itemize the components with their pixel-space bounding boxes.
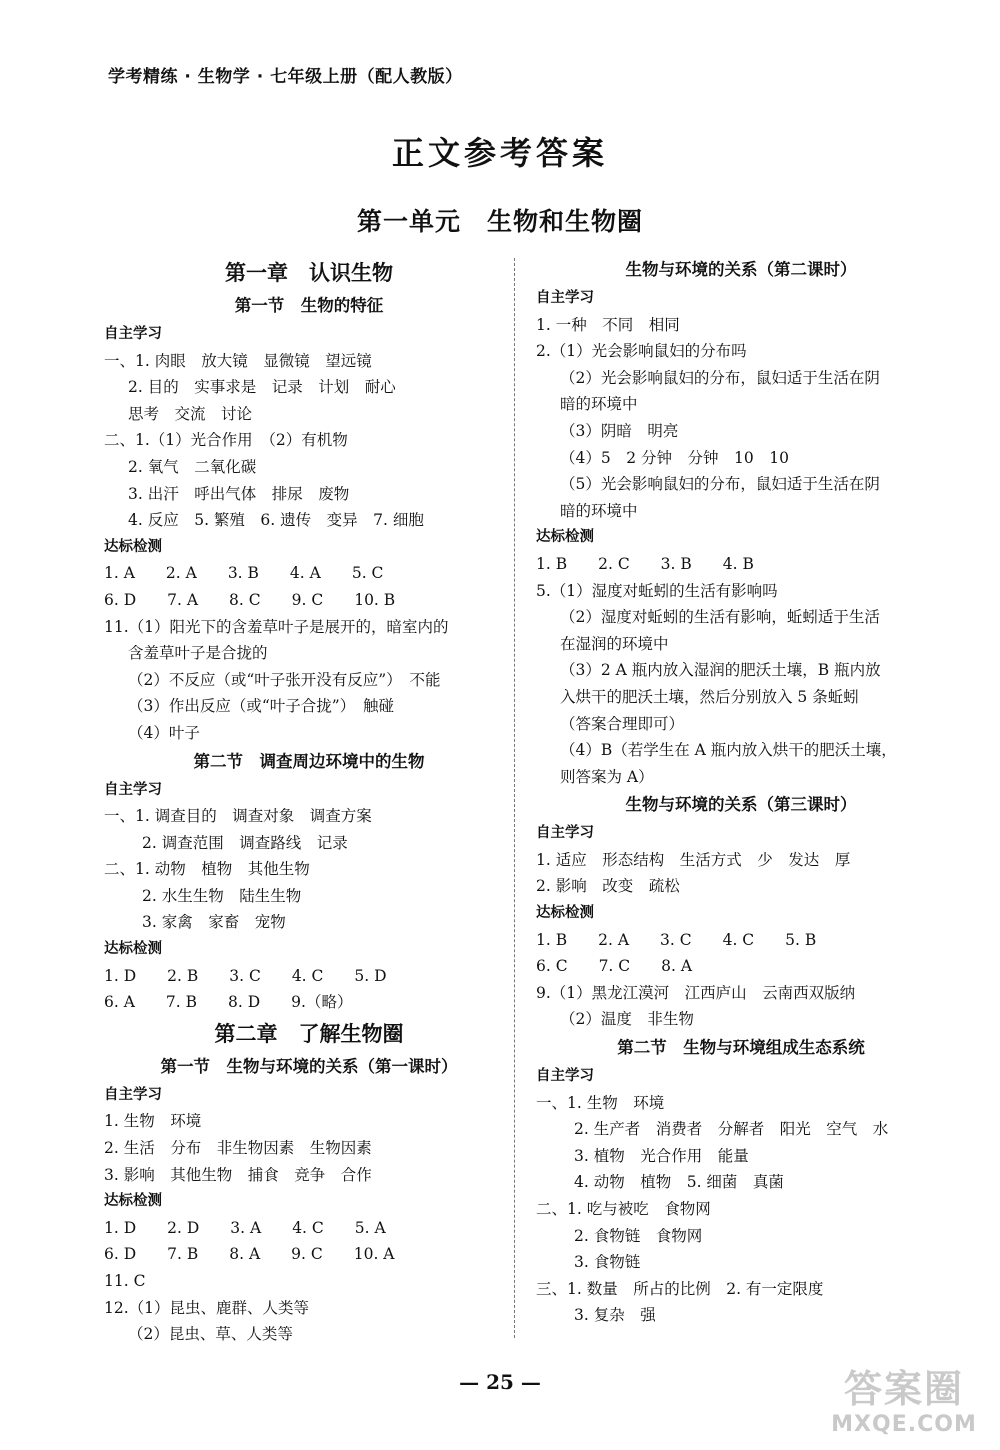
answer-line: 2. 生活 分布 非生物因素 生物因素: [104, 1139, 372, 1158]
subheading-self-study: 自主学习: [536, 825, 594, 842]
answer-line: 2. 影响 改变 疏松: [536, 877, 680, 896]
answer-line: 2.（1）光会影响鼠妇的分布吗: [536, 342, 747, 361]
page-title: 正文参考答案: [391, 134, 608, 172]
answer-line: 1. A 2. A 3. B 4. A 5. C: [104, 564, 384, 583]
answer-line: 3. 复杂 强: [574, 1306, 656, 1325]
answer-line: 3. 家禽 家畜 宠物: [142, 913, 286, 932]
answer-line: 在湿润的环境中: [560, 634, 669, 653]
answer-line: 4. 反应 5. 繁殖 6. 遗传 变异 7. 细胞: [128, 511, 424, 530]
answer-line: 一、1. 生物 环境: [536, 1093, 665, 1112]
subheading-test: 达标检测: [104, 1193, 162, 1210]
answer-line: 1. 一种 不同 相同: [536, 315, 680, 334]
left-column: [104, 255, 514, 1348]
subheading-test: 达标检测: [536, 905, 594, 922]
section-heading: 第二节 生物与环境组成生态系统: [617, 1038, 865, 1058]
column-divider: [514, 258, 515, 1338]
section-heading: 第一节 生物的特征: [234, 296, 384, 315]
page-number: — 25 —: [459, 1370, 541, 1394]
answer-line: 2. 调查范围 调查路线 记录: [142, 833, 348, 852]
answer-line: 一、1. 肉眼 放大镜 显微镜 望远镜: [104, 351, 372, 370]
answer-line: （5）光会影响鼠妇的分布，鼠妇适于生活在阴: [560, 475, 880, 494]
answer-line: 4. 动物 植物 5. 细菌 真菌: [574, 1173, 784, 1192]
answer-line: 1. D 2. D 3. A 4. C 5. A: [104, 1218, 386, 1237]
chapter-heading: 第一章 认识生物: [225, 260, 393, 285]
answer-line: （4）B（若学生在 A 瓶内放入烘干的肥沃土壤，: [560, 741, 897, 760]
answer-line: 3. 植物 光合作用 能量: [574, 1146, 749, 1165]
subheading-self-study: 自主学习: [104, 326, 162, 342]
answer-line: 1. D 2. B 3. C 4. C 5. D: [104, 966, 387, 985]
answer-line: （3）作出反应（或“叶子合拢”） 触碰: [128, 697, 394, 716]
answer-line: （答案合理即可）: [560, 714, 685, 733]
answer-line: 二、1. 动物 植物 其他生物: [104, 860, 310, 879]
answer-line: 5.（1）湿度对蚯蚓的生活有影响吗: [536, 581, 778, 600]
subheading-test: 达标检测: [104, 941, 162, 958]
answer-line: 3. 出汗 呼出气体 排尿 废物: [128, 484, 350, 503]
answer-line: 2. 生产者 消费者 分解者 阳光 空气 水: [574, 1120, 889, 1139]
unit-title: 第一单元 生物和生物圈: [356, 207, 643, 236]
answer-line: 6. D 7. B 8. A 9. C 10. A: [104, 1245, 395, 1264]
answer-line: （2）昆虫、草、人类等: [128, 1325, 293, 1344]
answer-line: 6. D 7. A 8. C 9. C 10. B: [104, 590, 396, 609]
answer-line: 含羞草叶子是合拢的: [128, 644, 268, 663]
answer-line: 暗的环境中: [560, 395, 638, 414]
answer-line: 6. A 7. B 8. D 9.（略）: [104, 993, 353, 1012]
answer-line: （3）2 A 瓶内放入湿润的肥沃土壤，B 瓶内放: [560, 661, 881, 680]
section-heading: 生物与环境的关系（第三课时）: [625, 795, 857, 815]
answer-line: 12.（1）昆虫、鹿群、人类等: [104, 1298, 310, 1317]
subheading-self-study: 自主学习: [536, 1068, 594, 1085]
answer-line: 1. 适应 形态结构 生活方式 少 发达 厚: [536, 850, 851, 869]
chapter-heading: 第二章 了解生物圈: [214, 1020, 404, 1046]
section-heading: 第一节 生物与环境的关系（第一课时）: [160, 1056, 458, 1076]
answer-line: 9.（1）黑龙江漠河 江西庐山 云南西双版纳: [536, 983, 856, 1002]
subheading-self-study: 自主学习: [536, 290, 594, 306]
answer-line: 11.（1）阳光下的含羞草叶子是展开的，暗室内的: [104, 617, 449, 636]
answer-line: 2. 氧气 二氧化碳: [128, 457, 257, 476]
answer-line: 一、1. 调查目的 调查对象 调查方案: [104, 807, 372, 826]
answer-line: 二、1.（1）光合作用 （2）有机物: [104, 431, 348, 450]
answer-line: 1. 生物 环境: [104, 1112, 202, 1131]
subheading-self-study: 自主学习: [104, 781, 162, 798]
answer-line: 入烘干的肥沃土壤，然后分别放入 5 条蚯蚓: [560, 687, 859, 706]
section-heading: 生物与环境的关系（第二课时）: [625, 260, 857, 279]
subheading-test: 达标检测: [104, 538, 162, 555]
answer-line: 二、1. 吃与被吃 食物网: [536, 1200, 711, 1218]
answer-line: 1. B 2. C 3. B 4. B: [536, 554, 754, 573]
answer-line: 2. 水生生物 陆生生物: [142, 886, 302, 905]
answer-line: 则答案为 A）: [560, 767, 654, 786]
answer-line: （2）温度 非生物: [560, 1010, 694, 1029]
answer-line: 6. C 7. C 8. A: [536, 957, 693, 976]
series-header: 学考精练 · 生物学 · 七年级上册（配人教版）: [108, 67, 463, 87]
answer-line: （2）湿度对蚯蚓的生活有影响，蚯蚓适于生活: [560, 608, 880, 627]
answer-line: 2. 食物链 食物网: [574, 1226, 703, 1245]
answer-line: 思考 交流 讨论: [128, 404, 253, 423]
answer-line: 3. 食物链: [574, 1253, 641, 1272]
answer-line: 11. C: [104, 1272, 146, 1290]
subheading-test: 达标检测: [536, 529, 594, 546]
answer-line: （4）叶子: [128, 723, 200, 742]
answer-line: （3）阴暗 明亮: [560, 421, 679, 440]
right-column: [536, 255, 946, 1329]
subheading-self-study: 自主学习: [104, 1086, 162, 1103]
watermark-logo: [814, 1366, 994, 1446]
answer-line: 三、1. 数量 所占的比例 2. 有一定限度: [536, 1279, 824, 1298]
watermark-logo-text: 答案圈: [843, 1367, 964, 1411]
answer-line: 2. 目的 实事求是 记录 计划 耐心: [128, 378, 396, 397]
section-heading: 第二节 调查周边环境中的生物: [193, 751, 425, 771]
answer-line: （2）光会影响鼠妇的分布，鼠妇适于生活在阴: [560, 368, 880, 387]
answer-line: （4）5 2 分钟 分钟 10 10: [560, 448, 789, 467]
watermark-url: MXQE.COM: [831, 1412, 977, 1437]
answer-line: （2）不反应（或“叶子张开没有反应”） 不能: [128, 670, 441, 689]
answer-line: 1. B 2. A 3. C 4. C 5. B: [536, 930, 817, 949]
answer-line: 3. 影响 其他生物 捕食 竞争 合作: [104, 1165, 372, 1184]
answer-line: 暗的环境中: [560, 501, 638, 520]
